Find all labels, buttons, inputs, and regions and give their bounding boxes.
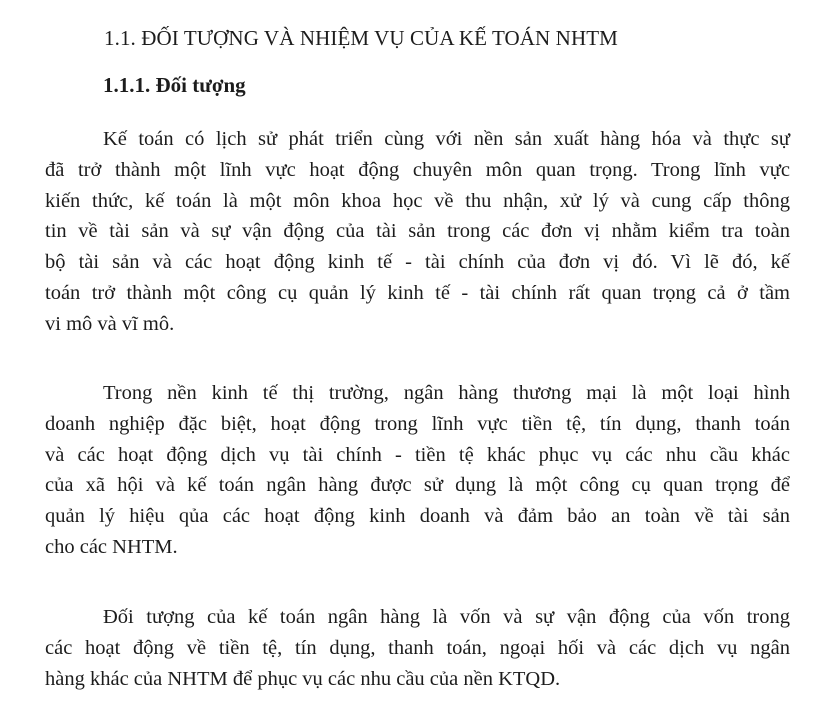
paragraph-line: các hoạt động về tiền tệ, tín dụng, thanh toán, ngoại hối và các dịch vụ ngân xyxy=(45,636,790,659)
paragraph xyxy=(45,602,790,694)
paragraph-line: bộ tài sản và các hoạt động kinh tế - tài chính của đơn vị đó. Vì lẽ đó, kế xyxy=(45,251,790,274)
paragraph xyxy=(45,378,790,563)
section-heading: 1.1. ĐỐI TƯỢNG VÀ NHIỆM VỤ CỦA KẾ TOÁN NHTM xyxy=(104,26,618,50)
paragraph-line: doanh nghiệp đặc biệt, hoạt động trong lĩnh vực tiền tệ, tín dụng, thanh toán xyxy=(45,412,790,435)
paragraph-line: toán trở thành một công cụ quản lý kinh tế - tài chính rất quan trọng cả ở tầm xyxy=(45,281,790,304)
paragraph xyxy=(45,124,790,340)
paragraph-line: Trong nền kinh tế thị trường, ngân hàng thương mại là một loại hình xyxy=(103,382,790,404)
paragraph-line: của xã hội và kế toán ngân hàng được sử dụng là một công cụ quan trọng để xyxy=(45,474,790,497)
paragraph-line: tin về tài sản và sự vận động của tài sản trong các đơn vị nhằm kiểm tra toàn xyxy=(45,220,790,243)
paragraph-line: quản lý hiệu qủa các hoạt động kinh doanh và đảm bảo an toàn về tài sản xyxy=(45,505,790,528)
paragraph-line: Đối tượng của kế toán ngân hàng là vốn và sự vận động của vốn trong xyxy=(103,606,790,628)
paragraph-line: Kế toán có lịch sử phát triển cùng với nền sản xuất hàng hóa và thực sự xyxy=(103,128,790,150)
paragraph-line: vi mô và vĩ mô. xyxy=(45,312,175,335)
paragraph-line: và các hoạt động dịch vụ tài chính - tiền tệ khác phục vụ các nhu cầu khác xyxy=(45,443,790,466)
paragraph-line: kiến thức, kế toán là một môn khoa học về thu nhận, xử lý và cung cấp thông xyxy=(45,189,790,212)
paragraph-line: hàng khác của NHTM để phục vụ các nhu cầu của nền KTQD. xyxy=(45,667,561,690)
paragraph-line: cho các NHTM. xyxy=(45,535,178,558)
paragraph-line: đã trở thành một lĩnh vực hoạt động chuyên môn quan trọng. Trong lĩnh vực xyxy=(45,158,790,181)
subsection-heading: 1.1.1. Đối tượng xyxy=(103,73,246,97)
